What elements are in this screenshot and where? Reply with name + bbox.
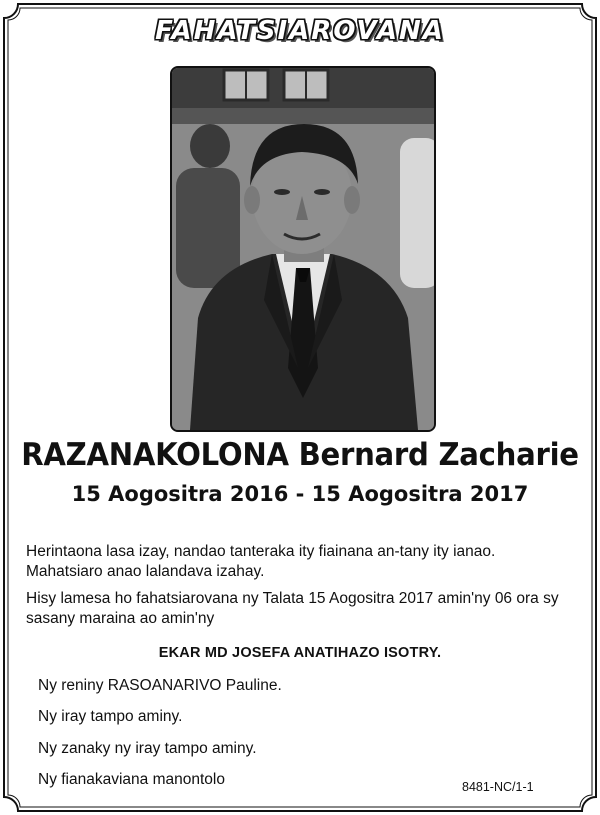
memorial-dates: 15 Aogositra 2016 - 15 Aogositra 2017 — [71, 482, 529, 506]
message-paragraph: Mahatsiaro anao lalandava izahay. — [26, 563, 265, 580]
message-paragraph: Herintaona lasa izay, nandao tanteraka ity fiainana an-tany ity ianao. — [26, 543, 496, 560]
family-line: Ny iray tampo aminy. — [38, 708, 183, 725]
church-name: EKAR MD JOSEFA ANATIHAZO ISOTRY. — [158, 645, 442, 661]
family-line: Ny zanaky ny iray tampo aminy. — [38, 740, 257, 757]
portrait-photo — [170, 66, 436, 432]
deceased-name: RAZANAKOLONA Bernard Zacharie — [21, 437, 579, 473]
family-line: Ny reniny RASOANARIVO Pauline. — [38, 677, 282, 694]
reference-code: 8481-NC/1-1 — [462, 780, 534, 794]
family-line: Ny fianakaviana manontolo — [38, 771, 225, 788]
mass-announcement: Hisy lamesa ho fahatsiarovana ny Talata 15 Aogositra 2017 amin'ny 06 ora sy sasany maraina ao amin'ny — [26, 590, 559, 627]
notice-heading: FAHATSIAROVANA — [155, 16, 445, 46]
